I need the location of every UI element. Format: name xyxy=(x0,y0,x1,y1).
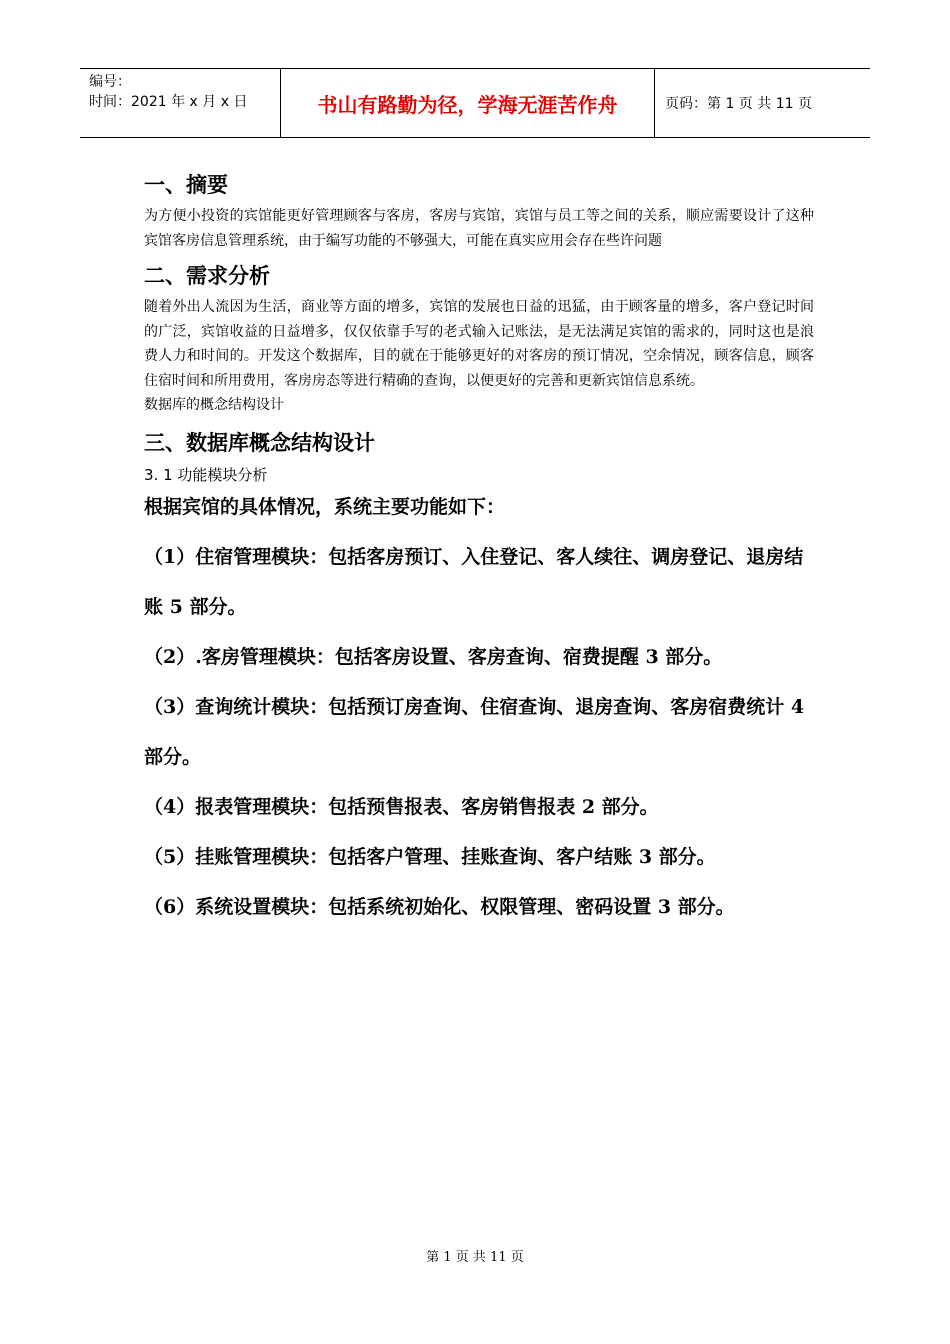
module-item: （6）系统设置模块：包括系统初始化、权限管理、密码设置 3 部分。 xyxy=(144,895,735,918)
abstract-paragraph: 为方便小投资的宾馆能更好管理顾客与客房，客房与宾馆，宾馆与员工等之间的关系，顺应需要设计了这种宾馆客房信息管理系统，由于编写功能的不够强大，可能在真实应用会存在些许问题 xyxy=(144,208,814,249)
requirements-paragraph: 随着外出人流因为生活，商业等方面的增多，宾馆的发展也日益的迅猛，由于顾客量的增多，客户登记时间的广泛，宾馆收益的日益增多，仅仅依靠手写的老式输入记账法，是无法满足宾馆的需求的，同时这也是浪费人力和时间的。开发这个数据库，目的就在于能够更好的对客房的预订情况，空余情况，顾客信息，顾客住宿时间和所用费用，客房房态等进行精确的查询，以便更好的完善和更新宾馆信息系统。 xyxy=(144,299,814,389)
header-meta xyxy=(80,69,281,137)
module-item: （5）挂账管理模块：包括客户管理、挂账查询、客户结账 3 部分。 xyxy=(144,845,716,868)
page-footer: 第 1 页 共 11 页 xyxy=(426,1250,524,1265)
page-header xyxy=(80,68,870,138)
module-item: （3）查询统计模块：包括预订房查询、住宿查询、退房查询、客房宿费统计 4 部分。 xyxy=(144,695,805,768)
header-motto: 书山有路勤为径，学海无涯苦作舟 xyxy=(281,69,655,137)
requirements-note: 数据库的概念结构设计 xyxy=(144,397,284,413)
section-title-requirements: 二、需求分析 xyxy=(144,264,270,288)
design-intro: 根据宾馆的具体情况，系统主要功能如下： xyxy=(144,495,506,518)
section-title-abstract: 一、摘要 xyxy=(144,173,228,197)
document-body xyxy=(144,170,814,932)
module-item: （4）报表管理模块：包括预售报表、客房销售报表 2 部分。 xyxy=(144,795,659,818)
module-item: （2）.客房管理模块：包括客房设置、客房查询、宿费提醒 3 部分。 xyxy=(144,645,723,668)
header-page-info: 页码：第 1 页 共 11 页 xyxy=(665,96,812,112)
subsection-title: 3. 1 功能模块分析 xyxy=(144,465,268,484)
module-item: （1）住宿管理模块：包括客房预订、入住登记、客人续往、调房登记、退房结账 5 部分。 xyxy=(144,545,804,618)
time-label: 时间：2021 年 x 月 x 日 xyxy=(89,94,248,110)
section-title-design: 三、数据库概念结构设计 xyxy=(144,430,375,455)
number-label: 编号： xyxy=(89,74,131,90)
